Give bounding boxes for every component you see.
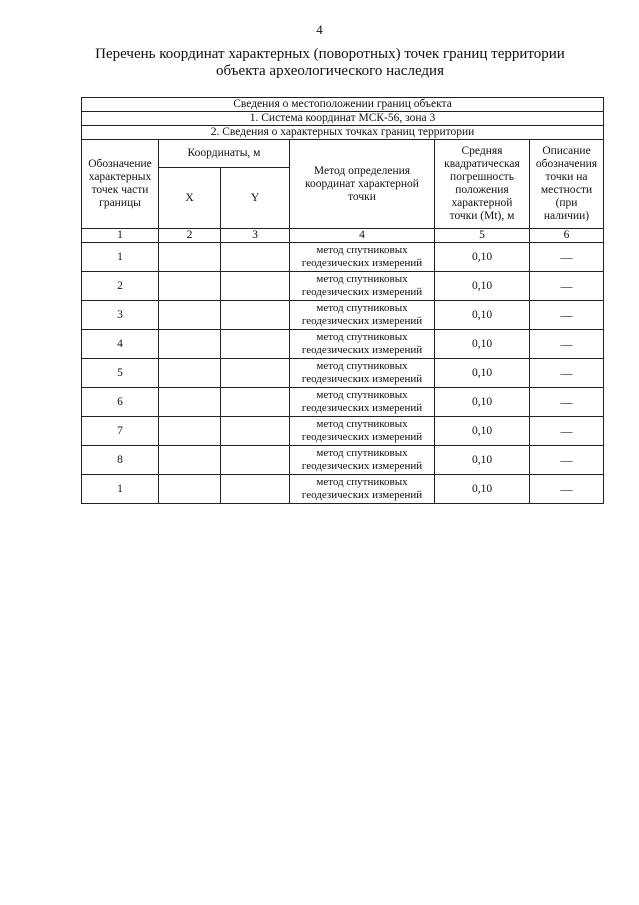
description-cell: — — [530, 446, 604, 475]
method-line-1: метод спутниковых — [316, 302, 408, 314]
point-designation-cell: 8 — [82, 446, 159, 475]
y-coordinate-cell — [221, 475, 290, 504]
table-row — [82, 243, 604, 272]
point-designation-cell: 3 — [82, 301, 159, 330]
y-coordinate-cell — [221, 301, 290, 330]
method-line-2: геодезических измерений — [301, 286, 423, 298]
mt-error-cell: 0,10 — [435, 475, 530, 504]
mt-error-cell: 0,10 — [435, 330, 530, 359]
method-cell — [290, 417, 435, 446]
x-coordinate-cell — [159, 243, 221, 272]
coordinates-table — [81, 97, 604, 504]
method-cell — [290, 475, 435, 504]
point-designation-cell: 7 — [82, 417, 159, 446]
point-designation-cell: 6 — [82, 388, 159, 417]
mt-error-cell: 0,10 — [435, 359, 530, 388]
description-cell: — — [530, 330, 604, 359]
column-number: 3 — [221, 229, 290, 243]
x-coordinate-cell — [159, 330, 221, 359]
y-coordinate-cell — [221, 446, 290, 475]
y-coordinate-cell — [221, 330, 290, 359]
method-cell — [290, 359, 435, 388]
mt-error-cell: 0,10 — [435, 243, 530, 272]
method-line-2: геодезических измерений — [301, 402, 423, 414]
mt-error-cell: 0,10 — [435, 272, 530, 301]
method-cell — [290, 446, 435, 475]
table-row — [82, 446, 604, 475]
method-cell — [290, 272, 435, 301]
method-line-1: метод спутниковых — [316, 476, 408, 488]
method-line-1: метод спутниковых — [316, 273, 408, 285]
method-line-2: геодезических измерений — [301, 460, 423, 472]
description-cell: — — [530, 301, 604, 330]
method-line-2: геодезических измерений — [301, 489, 423, 501]
table-row — [82, 301, 604, 330]
page-number: 4 — [316, 22, 323, 37]
point-designation-cell: 5 — [82, 359, 159, 388]
x-coordinate-cell — [159, 301, 221, 330]
page-title — [60, 46, 600, 80]
col-header-designation: Обозначение характерных точек части границы — [82, 140, 159, 229]
column-number: 6 — [530, 229, 604, 243]
col-header-coordinates: Координаты, м — [159, 140, 290, 168]
col-header-description: Описание обозначения точки на местности (при наличии) — [530, 140, 604, 229]
coord-system-row: 1. Система координат МСК-56, зона 3 — [82, 112, 604, 126]
table-body — [82, 98, 604, 243]
point-designation-cell: 4 — [82, 330, 159, 359]
method-cell — [290, 330, 435, 359]
description-cell: — — [530, 475, 604, 504]
x-coordinate-cell — [159, 388, 221, 417]
method-cell — [290, 301, 435, 330]
method-line-2: геодезических измерений — [301, 344, 423, 356]
column-number: 4 — [290, 229, 435, 243]
table-row — [82, 388, 604, 417]
table-row — [82, 272, 604, 301]
description-cell: — — [530, 388, 604, 417]
table-row — [82, 359, 604, 388]
title-line-2: объекта археологического наследия — [216, 63, 444, 79]
point-designation-cell: 1 — [82, 475, 159, 504]
x-coordinate-cell — [159, 446, 221, 475]
method-cell — [290, 388, 435, 417]
method-cell — [290, 243, 435, 272]
table-row — [82, 330, 604, 359]
method-line-2: геодезических измерений — [301, 315, 423, 327]
y-coordinate-cell — [221, 243, 290, 272]
col-header-error: Средняя квадратическая погрешность положения характерной точки (Mt), м — [435, 140, 530, 229]
y-coordinate-cell — [221, 417, 290, 446]
description-cell: — — [530, 359, 604, 388]
method-line-2: геодезических измерений — [301, 431, 423, 443]
mt-error-cell: 0,10 — [435, 417, 530, 446]
x-coordinate-cell — [159, 272, 221, 301]
data-rows — [82, 243, 604, 504]
method-line-1: метод спутниковых — [316, 331, 408, 343]
column-number: 5 — [435, 229, 530, 243]
x-coordinate-cell — [159, 359, 221, 388]
x-coordinate-cell — [159, 417, 221, 446]
description-cell: — — [530, 417, 604, 446]
table-row — [82, 417, 604, 446]
y-coordinate-cell — [221, 272, 290, 301]
x-coordinate-cell — [159, 475, 221, 504]
description-cell: — — [530, 243, 604, 272]
mt-error-cell: 0,10 — [435, 301, 530, 330]
column-number: 1 — [82, 229, 159, 243]
y-coordinate-cell — [221, 359, 290, 388]
mt-error-cell: 0,10 — [435, 388, 530, 417]
point-designation-cell: 1 — [82, 243, 159, 272]
section-header: Сведения о местоположении границ объекта — [82, 98, 604, 112]
y-coordinate-cell — [221, 388, 290, 417]
title-line-1: Перечень координат характерных (поворотных) точек границ территории — [95, 46, 565, 62]
method-line-1: метод спутниковых — [316, 418, 408, 430]
column-number-row — [82, 229, 604, 243]
method-line-2: геодезических измерений — [301, 257, 423, 269]
method-line-1: метод спутниковых — [316, 389, 408, 401]
table-row — [82, 475, 604, 504]
method-line-1: метод спутниковых — [316, 244, 408, 256]
mt-error-cell: 0,10 — [435, 446, 530, 475]
column-number: 2 — [159, 229, 221, 243]
col-header-y: Y — [221, 168, 290, 229]
method-line-2: геодезических измерений — [301, 373, 423, 385]
col-header-x: X — [159, 168, 221, 229]
point-designation-cell: 2 — [82, 272, 159, 301]
method-line-1: метод спутниковых — [316, 447, 408, 459]
description-cell: — — [530, 272, 604, 301]
points-header-row: 2. Сведения о характерных точках границ территории — [82, 126, 604, 140]
col-header-method: Метод определения координат характерной точки — [290, 140, 435, 229]
method-line-1: метод спутниковых — [316, 360, 408, 372]
